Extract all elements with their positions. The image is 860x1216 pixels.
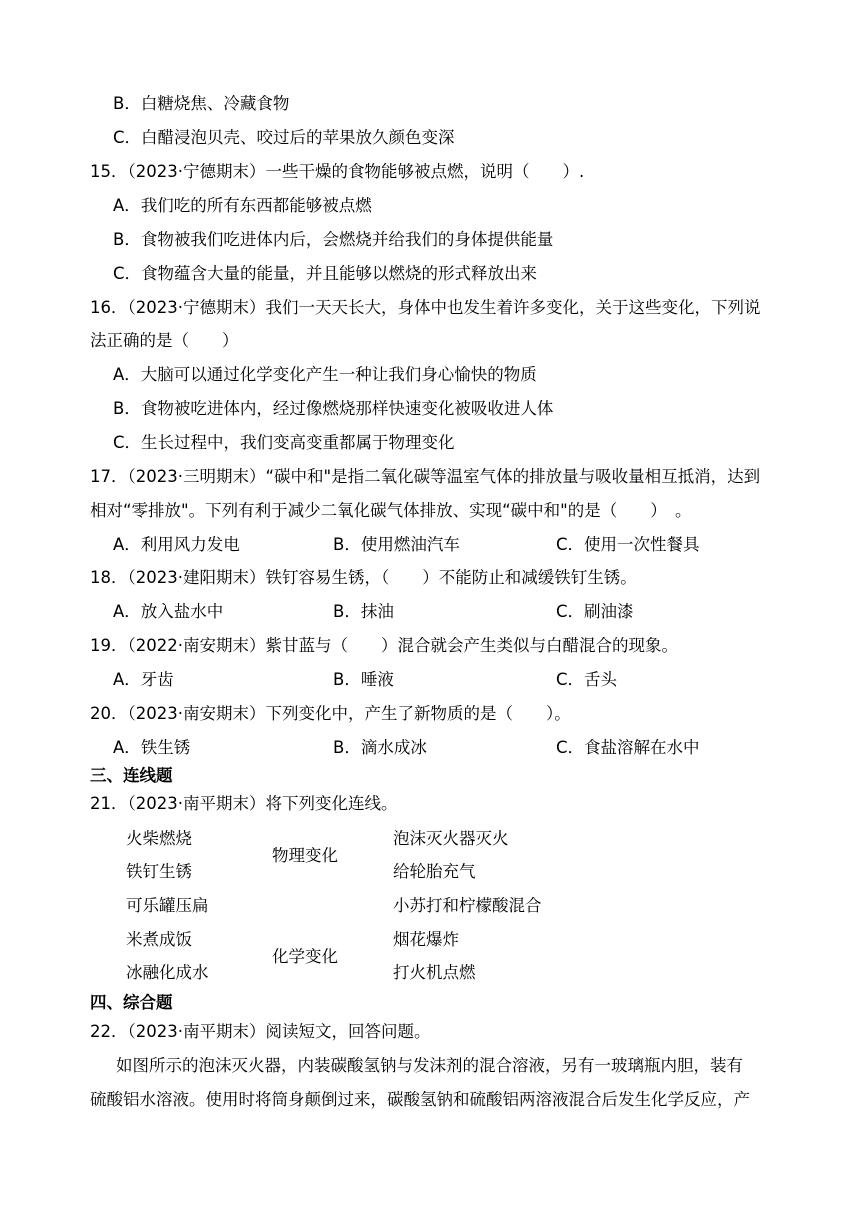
match-right-item: 给轮胎充气: [393, 862, 476, 881]
question-19: 19．（2022·南安期末）紫甘蓝与（ ）混合就会产生类似与白醋混合的现象。: [90, 636, 678, 655]
passage-line-1: 如图所示的泡沫灭火器，内装碳酸氢钠与发沫剂的混合溶液，另有一玻璃瓶内胆，装有: [116, 1056, 743, 1075]
match-right-item: 泡沫灭火器灭火: [393, 829, 509, 848]
question-21: 21．（2023·南平期末）将下列变化连线。: [90, 794, 398, 813]
q17-options: [113, 534, 813, 556]
q20-option-a: A．铁生锈: [113, 738, 191, 757]
q18-option-c: C．刷油漆: [556, 602, 634, 621]
q19-option-b: B．唾液: [333, 670, 394, 689]
q19-option-a: A．牙齿: [113, 670, 174, 689]
q15-option-c: C．食物蕴含大量的能量，并且能够以燃烧的形式释放出来: [113, 264, 538, 283]
q14-option-b: B．白糖烧焦、冷藏食物: [113, 94, 290, 113]
match-right-item: 小苏打和柠檬酸混合: [393, 896, 542, 915]
q15-option-b: B．食物被我们吃进体内后，会燃烧并给我们的身体提供能量: [113, 230, 554, 249]
match-right-item: 烟花爆炸: [393, 930, 459, 949]
q20-option-c: C．食盐溶解在水中: [556, 738, 700, 757]
q20-options: [113, 737, 813, 759]
match-category-physical: 物理变化: [272, 846, 338, 865]
q17-option-b: B．使用燃油汽车: [333, 535, 460, 554]
match-left-item: 米煮成饭: [126, 930, 192, 949]
match-left-item: 火柴燃烧: [126, 829, 192, 848]
q17-option-a: A．利用风力发电: [113, 535, 240, 554]
question-17-line-1: 17．（2023·三明期末）“碳中和"是指二氧化碳等温室气体的排放量与吸收量相互抵消，达到: [90, 467, 761, 486]
question-16-line-1: 16．（2023·宁德期末）我们一天天长大，身体中也发生着许多变化，关于这些变化，下列说: [90, 298, 761, 317]
q18-option-b: B．抹油: [333, 602, 394, 621]
q16-option-a: A．大脑可以通过化学变化产生一种让我们身心愉快的物质: [113, 365, 537, 384]
question-15: 15．（2023·宁德期末）一些干燥的食物能够被点燃，说明（ ）.: [90, 162, 585, 181]
q14-option-c: C．白醋浸泡贝壳、咬过后的苹果放久颜色变深: [113, 128, 455, 147]
match-left-item: 铁钉生锈: [126, 862, 192, 881]
q18-options: [113, 601, 813, 623]
match-left-item: 冰融化成水: [126, 963, 209, 982]
match-category-chemical: 化学变化: [272, 947, 338, 966]
question-18: 18．（2023·建阳期末）铁钉容易生锈，（ ）不能防止和减缓铁钉生锈。: [90, 568, 637, 587]
question-16-line-2: 法正确的是（ ）: [90, 331, 239, 350]
passage-line-2: 硫酸铝水溶液。使用时将筒身颠倒过来，碳酸氢钠和硫酸铝两溶液混合后发生化学反应，产: [90, 1090, 750, 1109]
section-heading-comprehensive: 四、综合题: [90, 993, 173, 1012]
q20-option-b: B．滴水成冰: [333, 738, 427, 757]
q17-option-c: C．使用一次性餐具: [556, 535, 700, 554]
section-heading-matching: 三、连线题: [90, 766, 173, 785]
question-22: 22．（2023·南平期末）阅读短文，回答问题。: [90, 1022, 431, 1041]
match-right-item: 打火机点燃: [393, 963, 476, 982]
question-17-line-2: 相对“零排放"。下列有利于减少二氧化碳气体排放、实现“碳中和"的是（ ） 。: [90, 501, 692, 520]
question-20: 20．（2023·南安期末）下列变化中，产生了新物质的是（ ）。: [90, 704, 571, 723]
q18-option-a: A．放入盐水中: [113, 602, 224, 621]
q16-option-b: B．食物被吃进体内，经过像燃烧那样快速变化被吸收进人体: [113, 399, 554, 418]
q19-option-c: C．舌头: [556, 670, 618, 689]
match-left-item: 可乐罐压扁: [126, 896, 209, 915]
q16-option-c: C．生长过程中，我们变高变重都属于物理变化: [113, 433, 455, 452]
q19-options: [113, 669, 813, 691]
q15-option-a: A．我们吃的所有东西都能够被点燃: [113, 196, 372, 215]
